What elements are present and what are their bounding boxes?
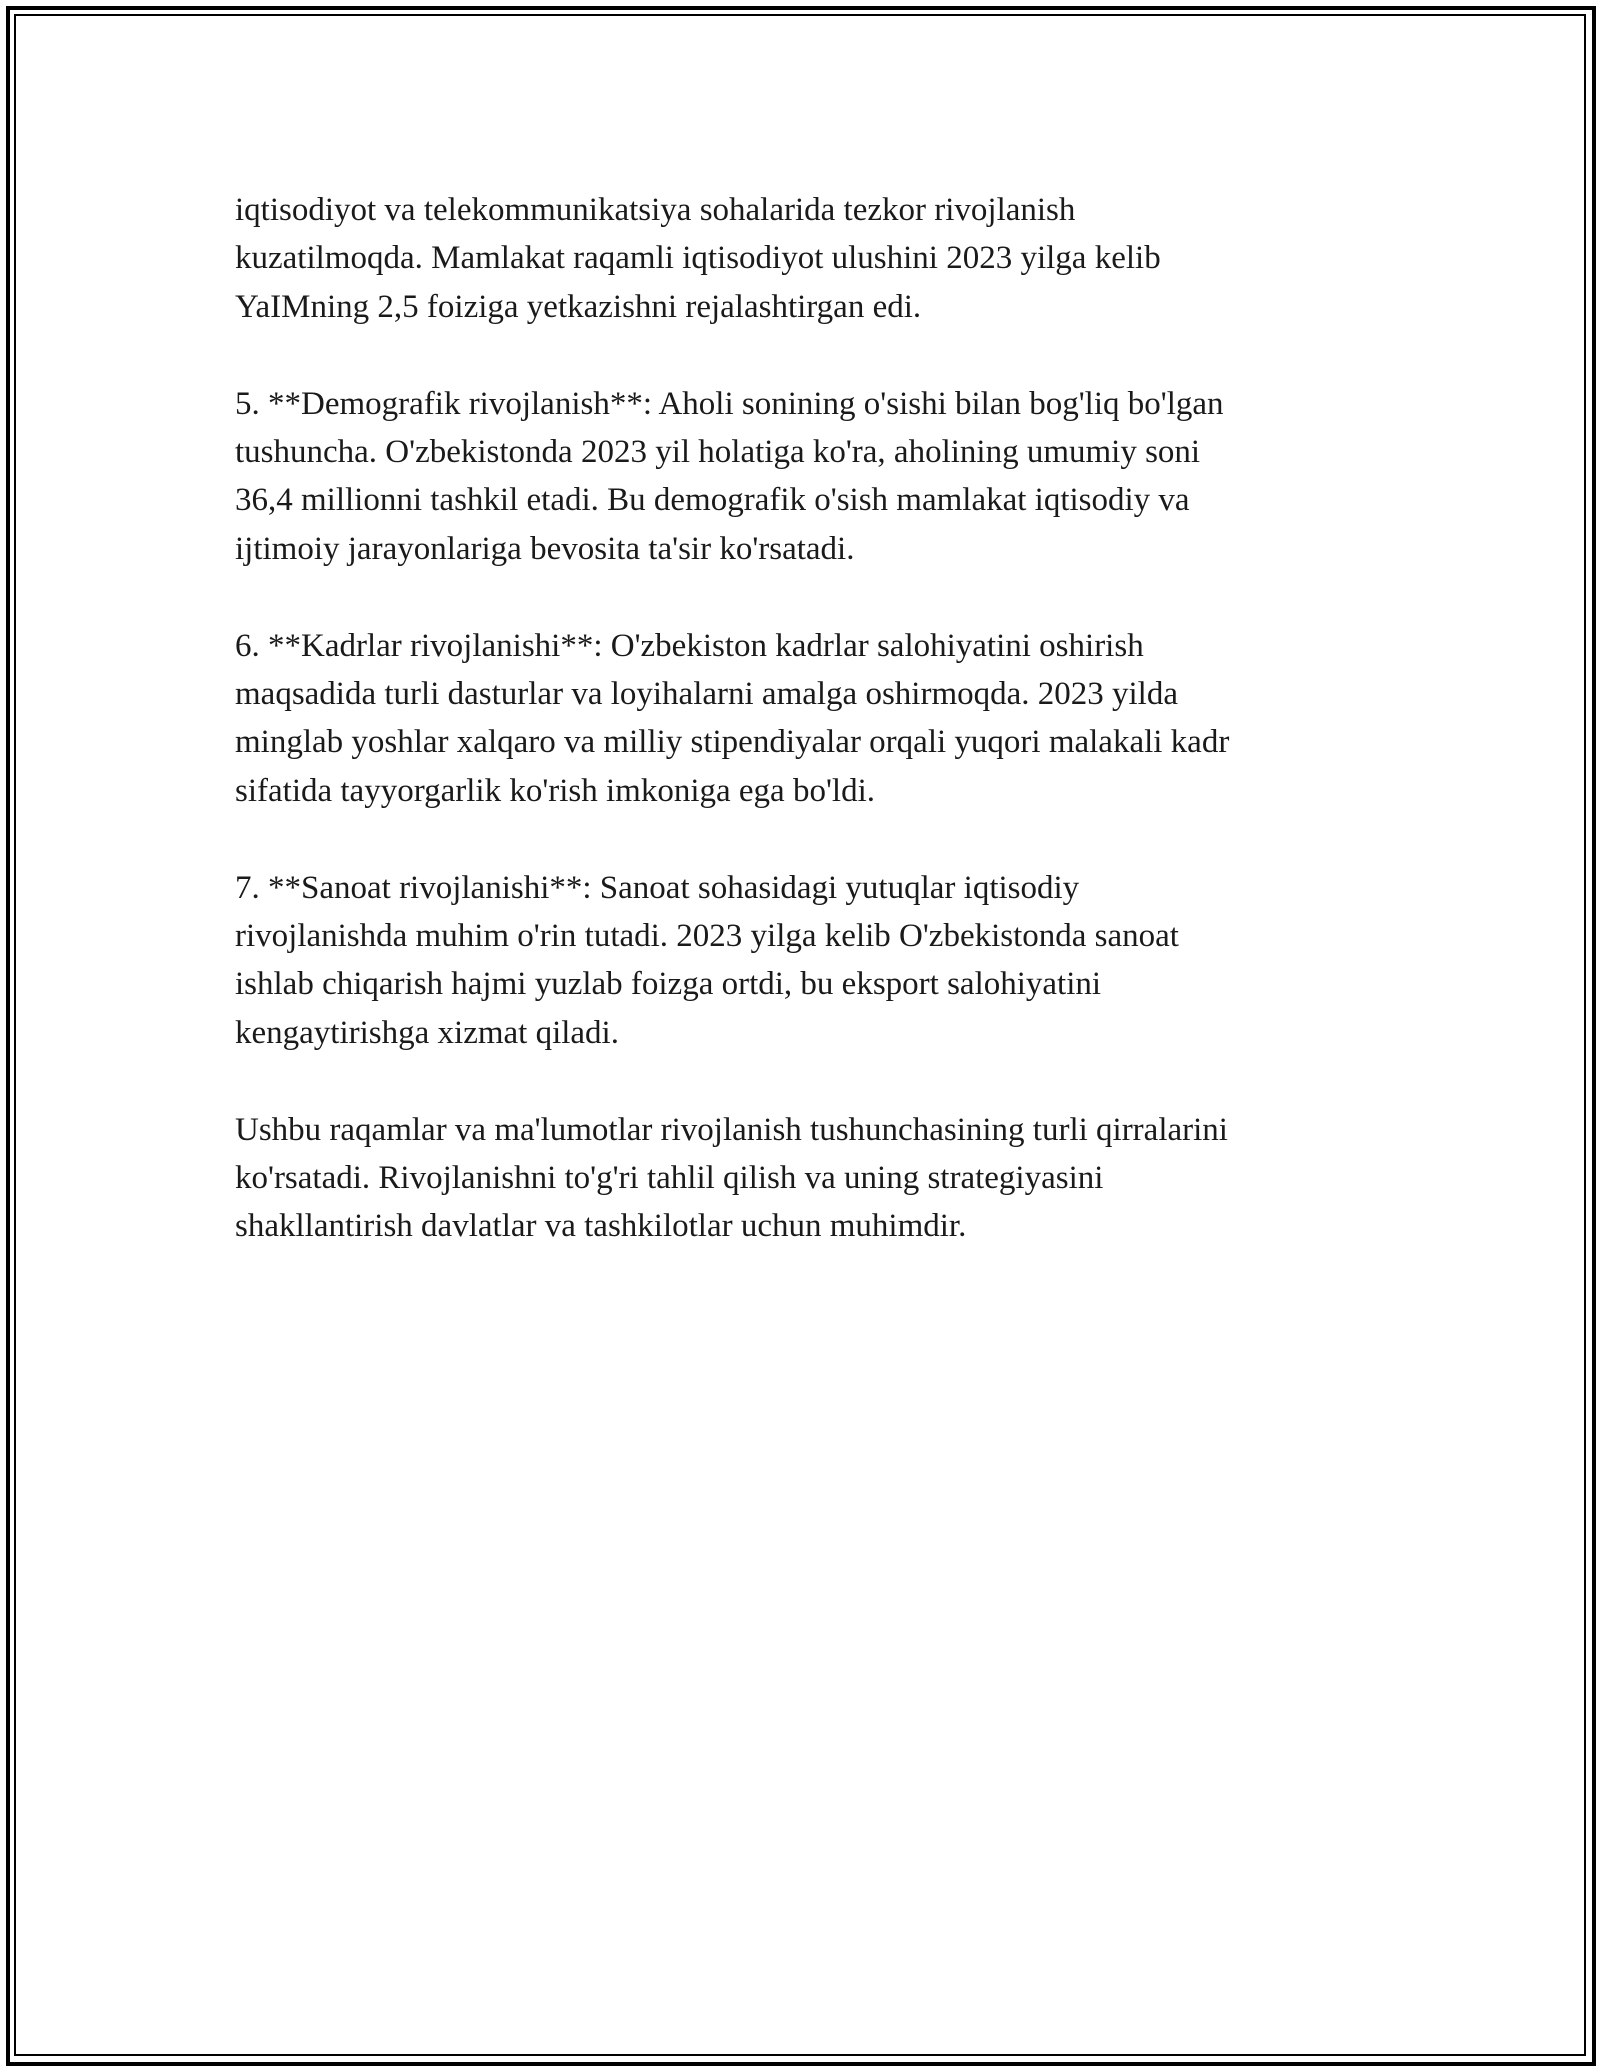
document-body bbox=[235, 186, 1365, 1299]
paragraph-demographic-development: 5. **Demografik rivojlanish**: Aholi sonining o'sishi bilan bog'liq bo'lgan tushuncha. O'zbekistonda 2023 yil holatiga ko'ra, aholining umumiy soni 36,4 millionni tashkil etadi. Bu demografik o'sish mamlakat iqtisodiy va ijtimoiy jarayonlariga bevosita ta'sir ko'rsatadi. bbox=[235, 385, 1224, 567]
paragraph-personnel-development: 6. **Kadrlar rivojlanishi**: O'zbekiston kadrlar salohiyatini oshirish maqsadida turli dasturlar va loyihalarni amalga oshirmoqda. 2023 yilda minglab yoshlar xalqaro va milliy stipendiyalar orqali yuqori malakali kadr sifatida tayyorgarlik ko'rish imkoniga ega bo'ldi. bbox=[235, 627, 1230, 809]
paragraph-digital-economy: iqtisodiyot va telekommunikatsiya sohalarida tezkor rivojlanish kuzatilmoqda. Mamlakat raqamli iqtisodiyot ulushini 2023 yilga kelib YaIMning 2,5 foiziga yetkazishni rejalashtirgan edi. bbox=[235, 192, 1161, 325]
paragraph-industrial-development: 7. **Sanoat rivojlanishi**: Sanoat sohasidagi yutuqlar iqtisodiy rivojlanishda muhim o'rin tutadi. 2023 yilga kelib O'zbekistonda sanoat ishlab chiqarish hajmi yuzlab foizga ortdi, bu eksport salohiyatini kengaytirishga xizmat qiladi. bbox=[235, 869, 1179, 1051]
paragraph-conclusion: Ushbu raqamlar va ma'lumotlar rivojlanish tushunchasining turli qirralarini ko'rsatadi. Rivojlanishni to'g'ri tahlil qilish va uning strategiyasini shakllantirish davlatlar va tashkilotlar uchun muhimdir. bbox=[235, 1111, 1228, 1245]
